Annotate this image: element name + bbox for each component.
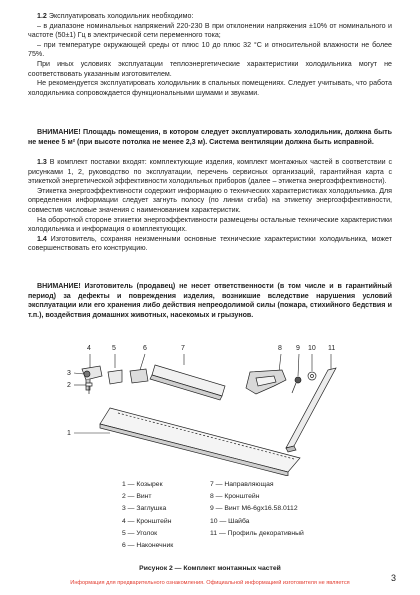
section-warning-1 xyxy=(28,128,392,147)
legend-item: 6 — Наконечник xyxy=(122,541,174,549)
section-1-2 xyxy=(28,12,392,98)
guide-7 xyxy=(150,365,225,400)
screw-9 xyxy=(292,377,301,393)
legend-item: 4 — Кронштейн xyxy=(122,517,172,525)
callout-5: 5 xyxy=(112,345,116,352)
disclaimer-note: Информация для предварительного ознакомления. Официальной информацией изготовителя не является xyxy=(70,580,350,586)
profile-11 xyxy=(286,368,336,452)
legend-item: 10 — Шайба xyxy=(210,517,250,525)
paragraph: На оборотной стороне этикетки энергоэффективности размещены остальные технические характеристики холодильника и информация о комплектующих. xyxy=(28,215,392,234)
legend-column-left xyxy=(122,479,173,552)
section-warning-2 xyxy=(28,282,392,320)
callout-10: 10 xyxy=(308,345,316,352)
clause-number: 1.3 xyxy=(37,158,47,166)
figure-caption: Рисунок 2 — Комплект монтажных частей xyxy=(139,565,281,572)
clause-text: Изготовитель, сохраняя неизменными основные технические характеристики холодильника, может совершенствовать его конструкцию. xyxy=(28,234,392,253)
warning-paragraph: ВНИМАНИЕ! Площадь помещения, в котором следует эксплуатировать холодильник, должна быть не менее 5 м² (при высоте потолка не менее 2,3 м). Система вентиляции должна быть исправной. xyxy=(28,128,392,146)
callout-4: 4 xyxy=(87,345,91,352)
paragraph: – в диапазоне номинальных напряжений 220-230 В при отклонении напряжения ±10% от номинального и частоте (50±1) Гц в электрической сети переменного тока; xyxy=(28,21,392,40)
mounting-kit-figure xyxy=(60,338,360,476)
page-number: 3 xyxy=(390,573,396,583)
visor-1 xyxy=(100,408,300,476)
legend-column-right xyxy=(210,479,304,540)
legend-item: 11 — Профиль декоративный xyxy=(210,529,304,537)
warning-paragraph: ВНИМАНИЕ! Изготовитель (продавец) не несет ответственности (в том числе и в гарантийный период) за дефекты и повреждения изделия, возникшие вследствие нарушения условий эксплуатации или его хранения либо действия непреодолимой силы (пожара, стихийного бедствия и т.п.), воздействия домашних животных, насекомых и грызунов. xyxy=(28,282,392,319)
legend-item: 8 — Кронштейн xyxy=(210,493,260,501)
paragraph: Не рекомендуется эксплуатировать холодильник в спальных помещениях. Следует учитывать, что работа холодильника сопровождается функциональными шумами и звуками. xyxy=(28,79,392,97)
section-1-3 xyxy=(28,158,392,254)
tip-6 xyxy=(130,369,148,383)
paragraph xyxy=(28,235,392,254)
legend-item: 2 — Винт xyxy=(122,493,152,501)
callout-7: 7 xyxy=(181,345,185,352)
clause-number: 1.4 xyxy=(37,234,47,243)
legend-item: 9 — Винт М6-6gх16.58.0112 xyxy=(210,505,298,513)
legend-item: 1 — Козырек xyxy=(122,481,163,488)
bracket-4 xyxy=(82,366,102,390)
paragraph: Этикетка энергоэффективности содержит информацию о технических характеристиках холодильника. Для определения информации следует загнуть полосу (по линии сгиба) на этикетку энергоэффективности, совместив числовые значения с наименованием характеристик. xyxy=(28,186,392,214)
callout-11: 11 xyxy=(328,345,336,352)
clause-text: Эксплуатировать холодильник необходимо: xyxy=(48,12,194,20)
plug-3 xyxy=(84,371,90,377)
callout-8: 8 xyxy=(278,345,282,352)
clause-text: В комплект поставки входят: комплектующие изделия, комплект монтажных частей в соответствии с рисунками 1, 2, руководство по эксплуатации, перечень сервисных организаций, гарантийная карта с этикеткой энергетической эффективности холодильных приборов (далее – этикетка энергоэффективности). xyxy=(28,158,392,186)
callout-1: 1 xyxy=(67,430,71,437)
clause-number: 1.2 xyxy=(37,12,47,20)
paragraph xyxy=(28,12,392,22)
paragraph xyxy=(28,158,392,187)
corner-5 xyxy=(108,370,122,384)
legend-item: 3 — Заглушка xyxy=(122,505,167,513)
paragraph: – при температуре окружающей среды от плюс 10 до плюс 32 °С и относительной влажности не более 75%. xyxy=(28,40,392,59)
washer-10 xyxy=(308,372,316,380)
paragraph: При иных условиях эксплуатации теплоэнергетические характеристики холодильника могут не соответствовать указанным изготовителем. xyxy=(28,59,392,78)
legend-item: 5 — Уголок xyxy=(122,529,158,537)
callout-2: 2 xyxy=(67,382,71,389)
callout-6: 6 xyxy=(143,345,147,352)
callout-9: 9 xyxy=(296,345,300,352)
bracket-8 xyxy=(246,370,286,394)
callout-3: 3 xyxy=(67,370,71,377)
legend-item: 7 — Направляющая xyxy=(210,481,274,488)
